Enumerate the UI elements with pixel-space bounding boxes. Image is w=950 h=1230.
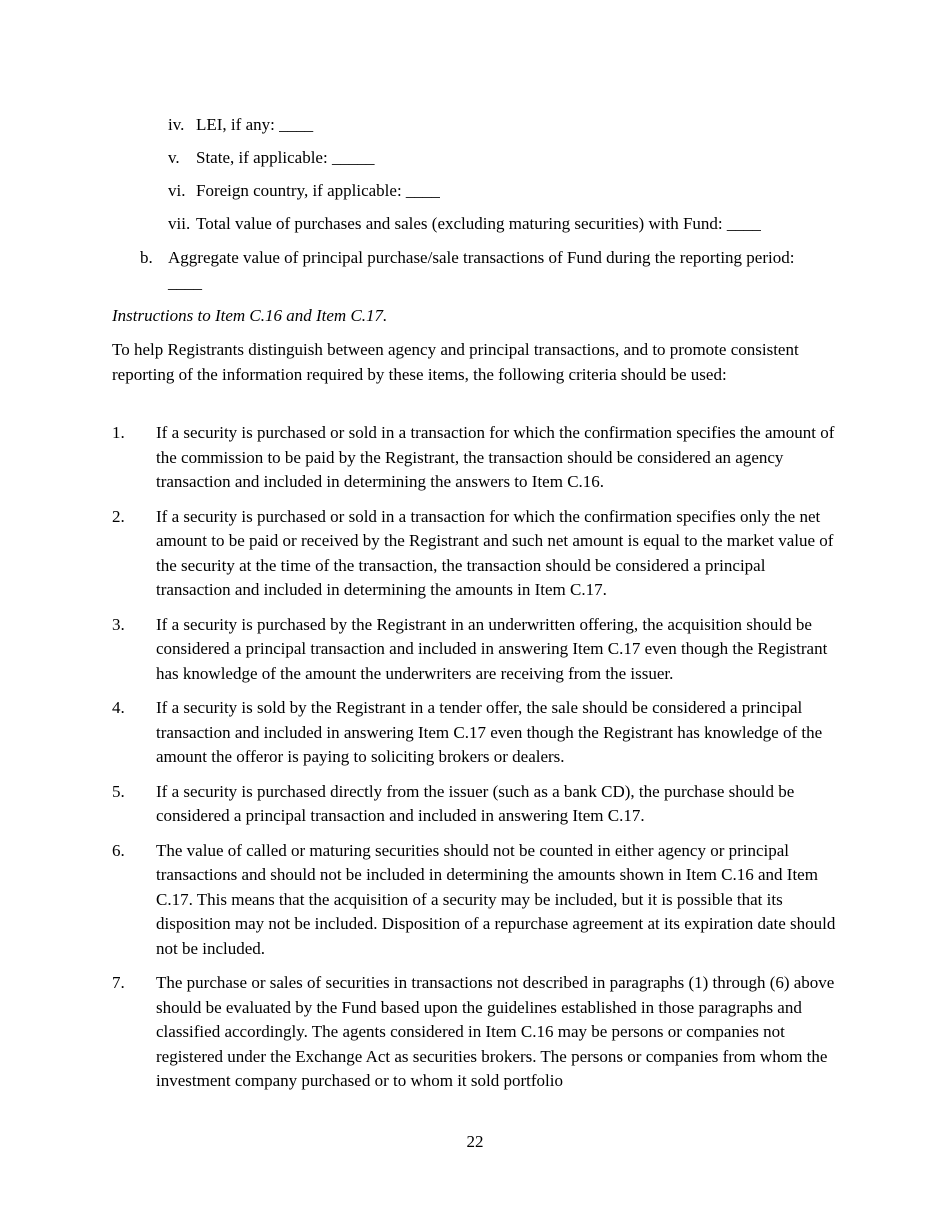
criteria-list	[112, 421, 842, 1104]
list-item-text: The value of called or maturing securities should not be counted in either agency or principal transactions and should not be included in determining the amounts shown in Item C.16 and Item C.17. This means that the acquisition of a security may be included, but it is possible that its disposition may not be included. Disposition of a repurchase agreement at its expiration date should not be included.	[156, 840, 836, 958]
list-item-number: 4.	[112, 698, 125, 717]
list-item-number: 2.	[112, 506, 125, 526]
item-text: Aggregate value of principal purchase/sale transactions of Fund during the reporting period: ____	[168, 248, 795, 292]
list-item-text: If a security is purchased directly from the issuer (such as a bank CD), the purchase should be considered a principal transaction and included in answering Item C.17.	[156, 781, 795, 825]
item-text: Total value of purchases and sales (excluding maturing securities) with Fund: ____	[196, 214, 761, 233]
intro-paragraph: To help Registrants distinguish between agency and principal transactions, and to promote consistent reporting of the information required by these items, the following criteria should be used:	[112, 340, 799, 384]
item-text: LEI, if any: ____	[196, 115, 314, 134]
list-item	[112, 839, 842, 962]
list-item-text: The purchase or sales of securities in transactions not described in paragraphs (1) through (6) above should be evaluated by the Fund based upon the guidelines established in those paragraphs and classified accordingly. The agents considered in Item C.16 may be persons or companies not registered under the Exchange Act as securities brokers. The persons or companies from whom the investment company purchased or to whom it sold portfolio	[156, 973, 835, 1090]
page-number: 22	[466, 1132, 484, 1151]
list-item	[112, 505, 842, 603]
list-item	[112, 780, 842, 829]
list-item-text: If a security is purchased by the Registrant in an underwritten offering, the acquisition should be considered a principal transaction and included in answering Item C.17 even though the Registrant has knowledge of the amount the underwriters are receiving from the issuer.	[156, 614, 828, 683]
list-item	[112, 696, 842, 770]
item-letter: b.	[140, 248, 153, 267]
list-item-number: 5.	[112, 781, 125, 801]
form-item-foreign-country	[168, 179, 440, 204]
item-number: v.	[168, 148, 180, 167]
list-item	[112, 613, 842, 687]
list-item-number: 3.	[112, 614, 125, 634]
list-item-text: If a security is sold by the Registrant in a tender offer, the sale should be considered a principal transaction and included in answering Item C.17 even though the Registrant has knowledge of the amount the offeror is paying to soliciting brokers or dealers.	[156, 698, 823, 766]
list-item-number: 1.	[112, 423, 125, 442]
item-number: vi.	[168, 181, 186, 200]
list-item-text: If a security is purchased or sold in a transaction for which the confirmation specifies only the net amount to be paid or received by the Registrant and such net amount is equal to the market value of the security at the time of the transaction, the transaction should be considered a principal transaction and included in determining the amounts in Item C.17.	[156, 506, 834, 599]
item-number: iv.	[168, 115, 185, 134]
item-text: Foreign country, if applicable: ____	[196, 181, 440, 200]
list-item-number: 6.	[112, 840, 125, 860]
item-text: State, if applicable: _____	[196, 148, 375, 167]
form-item-total-value	[168, 212, 761, 237]
form-item-state	[168, 146, 374, 171]
form-item-lei	[168, 113, 313, 138]
form-item-b-aggregate-value	[140, 246, 820, 295]
item-number: vii.	[168, 214, 191, 233]
instructions-heading: Instructions to Item C.16 and Item C.17.	[112, 306, 388, 325]
list-item-number: 7.	[112, 973, 125, 992]
list-item	[112, 421, 842, 495]
list-item-text: If a security is purchased or sold in a transaction for which the confirmation specifies the amount of the commission to be paid by the Registrant, the transaction should be considered an agency transaction and included in determining the answers to Item C.16.	[156, 423, 835, 491]
list-item	[112, 971, 842, 1094]
